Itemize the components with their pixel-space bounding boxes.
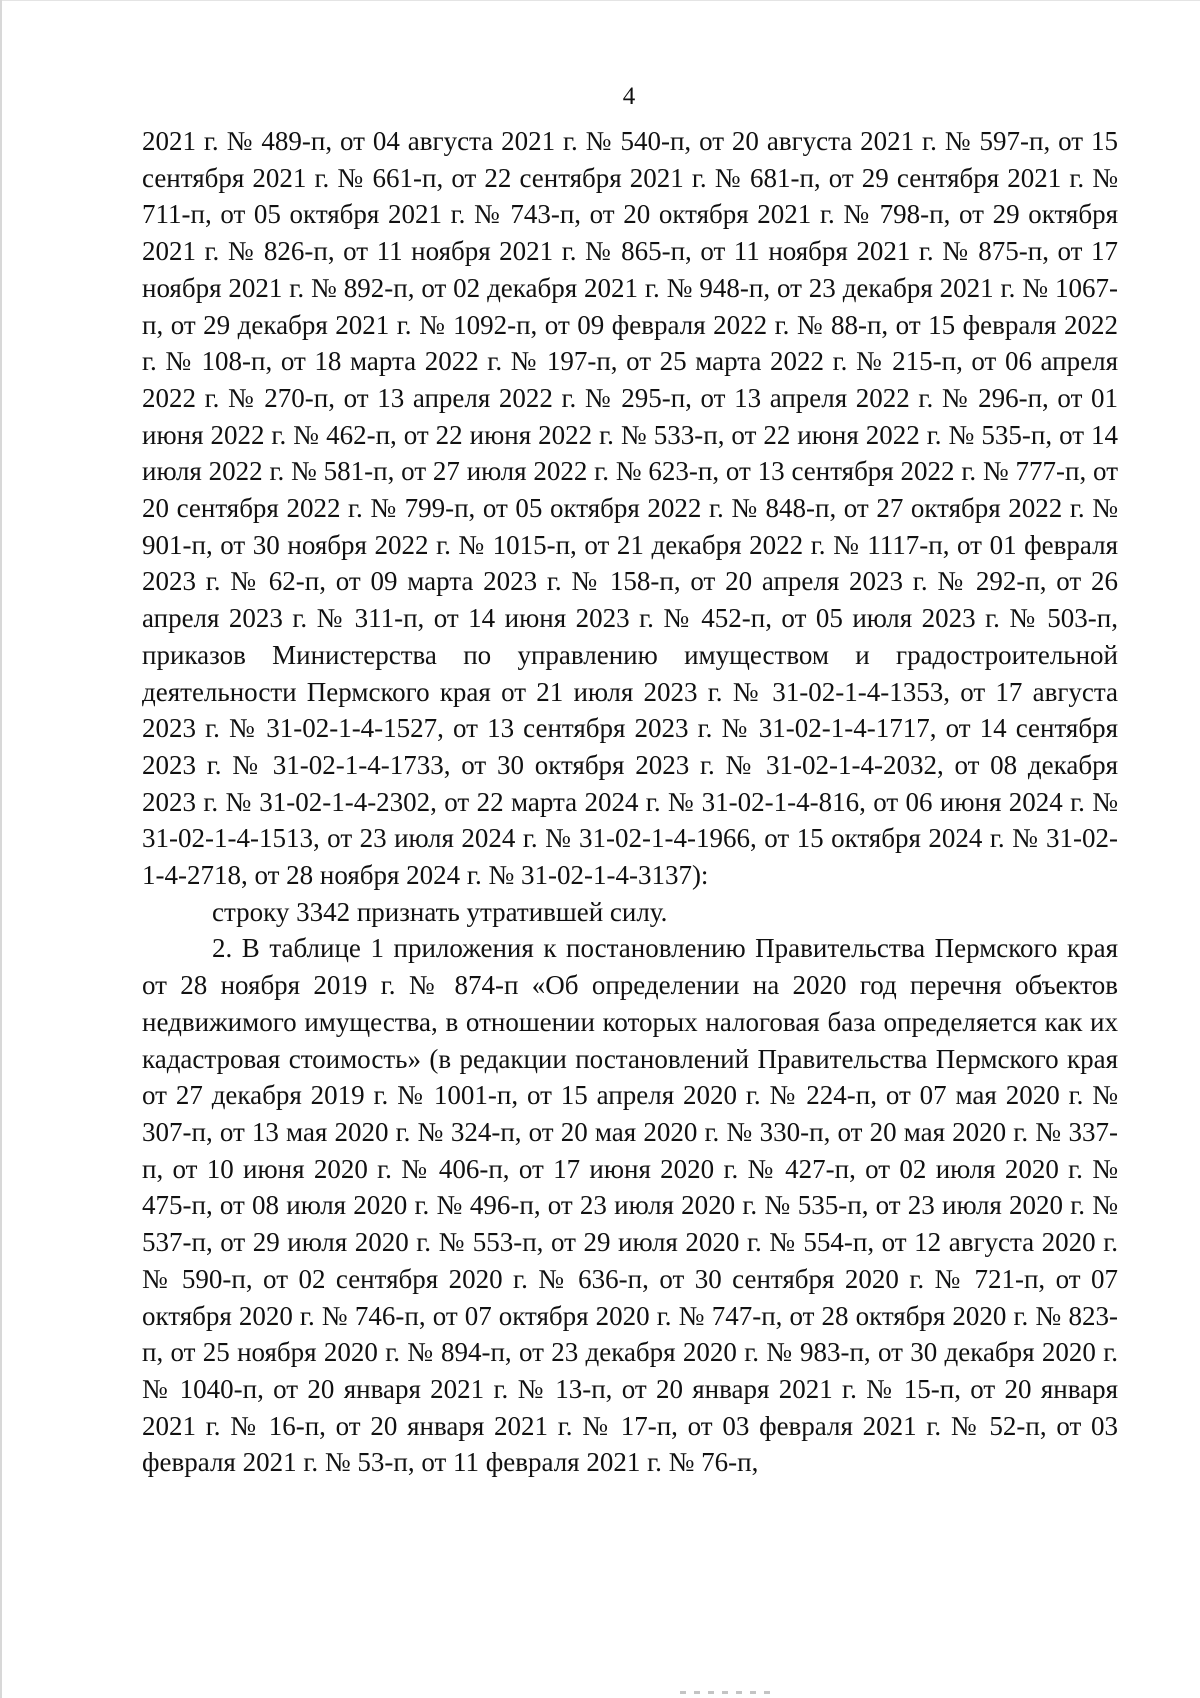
page-number: 4	[622, 83, 636, 110]
scan-edge-left	[0, 0, 2, 1698]
paragraph-amendments-list: 2021 г. № 489-п, от 04 августа 2021 г. № 540-п, от 20 августа 2021 г. № 597-п, от 15 сентября 2021 г. № 661-п, от 22 сентября 2021 г. № 681-п, от 29 сентября 2021 г. № 711-п, от 05 октября 2021 г. № 743-п, от 20 октября 2021 г. № 798-п, от 29 октября 2021 г. № 826-п, от 11 ноября 2021 г. № 865-п, от 11 ноября 2021 г. № 875-п, от 17 ноября 2021 г. № 892-п, от 02 декабря 2021 г. № 948-п, от 23 декабря 2021 г. № 1067-п, от 29 декабря 2021 г. № 1092-п, от 09 февраля 2022 г. № 88-п, от 15 февраля 2022 г. № 108-п, от 18 марта 2022 г. № 197-п, от 25 марта 2022 г. № 215-п, от 06 апреля 2022 г. № 270-п, от 13 апреля 2022 г. № 295-п, от 13 апреля 2022 г. № 296-п, от 01 июня 2022 г. № 462-п, от 22 июня 2022 г. № 533-п, от 22 июня 2022 г. № 535-п, от 14 июля 2022 г. № 581-п, от 27 июля 2022 г. № 623-п, от 13 сентября 2022 г. № 777-п, от 20 сентября 2022 г. № 799-п, от 05 октября 2022 г. № 848-п, от 27 октября 2022 г. № 901-п, от 30 ноября 2022 г. № 1015-п, от 21 декабря 2022 г. № 1117-п, от 01 февраля 2023 г. № 62-п, от 09 марта 2023 г. № 158-п, от 20 апреля 2023 г. № 292-п, от 26 апреля 2023 г. № 311-п, от 14 июня 2023 г. № 452-п, от 05 июля 2023 г. № 503-п, приказов Министерства по управлению имуществом и градостроительной деятельности Пермского края от 21 июля 2023 г. № 31-02-1-4-1353, от 17 августа 2023 г. № 31-02-1-4-1527, от 13 сентября 2023 г. № 31-02-1-4-1717, от 14 сентября 2023 г. № 31-02-1-4-1733, от 30 октября 2023 г. № 31-02-1-4-2032, от 08 декабря 2023 г. № 31-02-1-4-2302, от 22 марта 2024 г. № 31-02-1-4-816, от 06 июня 2024 г. № 31-02-1-4-1513, от 23 июля 2024 г. № 31-02-1-4-1966, от 15 октября 2024 г. № 31-02-1-4-2718, от 28 ноября 2024 г. № 31-02-1-4-3137):	[142, 126, 1118, 891]
document-body	[142, 123, 1118, 1481]
paragraph-item-2: 2. В таблице 1 приложения к постановлению Правительства Пермского края от 28 ноября 2019 г. № 874-п «Об определении на 2020 год перечня объектов недвижимого имущества, в отношении которых налоговая база определяется как их кадастровая стоимость» (в редакции постановлений Правительства Пермского края от 27 декабря 2019 г. № 1001-п, от 15 апреля 2020 г. № 224-п, от 07 мая 2020 г. № 307-п, от 13 мая 2020 г. № 324-п, от 20 мая 2020 г. № 330-п, от 20 мая 2020 г. № 337-п, от 10 июня 2020 г. № 406-п, от 17 июня 2020 г. № 427-п, от 02 июля 2020 г. № 475-п, от 08 июля 2020 г. № 496-п, от 23 июля 2020 г. № 535-п, от 23 июля 2020 г. № 537-п, от 29 июля 2020 г. № 553-п, от 29 июля 2020 г. № 554-п, от 12 августа 2020 г. № 590-п, от 02 сентября 2020 г. № 636-п, от 30 сентября 2020 г. № 721-п, от 07 октября 2020 г. № 746-п, от 07 октября 2020 г. № 747-п, от 28 октября 2020 г. № 823-п, от 25 ноября 2020 г. № 894-п, от 23 декабря 2020 г. № 983-п, от 30 декабря 2020 г. № 1040-п, от 20 января 2021 г. № 13-п, от 20 января 2021 г. № 15-п, от 20 января 2021 г. № 16-п, от 20 января 2021 г. № 17-п, от 03 февраля 2021 г. № 52-п, от 03 февраля 2021 г. № 53-п, от 11 февраля 2021 г. № 76-п,	[142, 933, 1118, 1478]
scan-edge-top	[0, 0, 1200, 1]
scan-artifact	[680, 1691, 770, 1694]
paragraph-line-repeal: строку 3342 признать утратившей силу.	[212, 896, 668, 927]
